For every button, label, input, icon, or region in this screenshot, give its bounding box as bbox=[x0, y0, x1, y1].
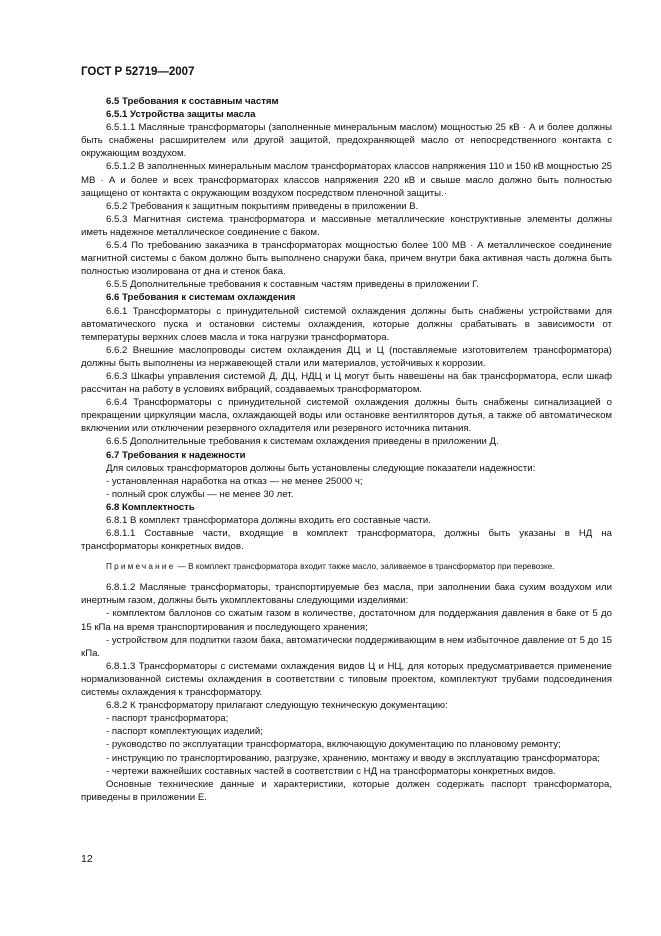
paragraph: 6.5.4 По требованию заказчика в трансформаторах мощностью более 100 МВ · А металлическое соединение магнитной системы с баком должно быть выполнено снаружи бака, причем внутри бака активная часть должна быть полностью изолирована от дна и стенок бака. bbox=[81, 240, 612, 278]
paragraph: 6.8.1.2 Масляные трансформаторы, транспортируемые без масла, при заполнении бака сухим воздухом или инертным газом, должны быть укомплектованы следующими изделиями: bbox=[81, 582, 612, 607]
paragraph: - инструкцию по транспортированию, разгрузке, хранению, монтажу и вводу в эксплуатацию трансформатора; bbox=[106, 752, 600, 764]
paragraph: Основные технические данные и характеристики, которые должен содержать паспорт трансформатора, приведены в приложении Е. bbox=[81, 778, 612, 803]
paragraph: 6.5.5 Дополнительные требования к составным частям приведены в приложении Г. bbox=[106, 279, 479, 291]
paragraph: - устройством для подпитки газом бака, автоматически поддерживающим в нем избыточное давление от 5 до 15 кПа. bbox=[81, 634, 612, 659]
note-label: Примечание bbox=[106, 562, 176, 572]
paragraph: 6.6.4 Трансформаторы с принудительной системой охлаждения должны быть снабжены сигнализацией о прекращении циркуляции масла, охлаждающей воды или остановке вентиляторов дутья, а также об автоматическом включении или отключении резервного охладителя или резервного источника питания. bbox=[81, 397, 612, 435]
paragraph: 6.8.1.3 Трансформаторы с системами охлаждения видов Ц и НЦ, для которых предусматривается применение нормализованной системы охлаждения в соответствии с типовым проектом, комплектуют трубами подсоединения системы охлаждения к трансформатору. bbox=[81, 660, 612, 699]
paragraph: 6.6.3 Шкафы управления системой Д, ДЦ, НДЦ и Ц могут быть навешены на бак трансформатора, если шкаф рассчитан на работу в условиях вибраций, создаваемых трансформатором. bbox=[81, 370, 612, 396]
paragraph: 6.8.1.1 Составные части, входящие в комплект трансформатора, должны быть указаны в НД на трансформаторы конкретных видов. bbox=[81, 528, 612, 553]
note-text: — В комплект трансформатора входит также масло, заливаемое в трансформатор при перевозке. bbox=[175, 562, 555, 572]
paragraph: - установленная наработка на отказ — не менее 25000 ч; bbox=[106, 475, 363, 487]
note bbox=[81, 561, 612, 573]
section-heading: 6.5.1 Устройства защиты масла bbox=[106, 109, 256, 121]
paragraph: 6.5.1.2 В заполненных минеральным маслом трансформаторах классов напряжения 110 и 150 кВ мощностью 25 МВ · А и более и всех трансформаторах классов напряжения 220 кВ и свыше масло должно быть полностью защищено от контакта с окружающим воздухом посредством пленочной защиты.· bbox=[81, 161, 612, 199]
paragraph: - чертежи важнейших составных частей в соответствии с НД на трансформаторы конкретных видов. bbox=[106, 765, 556, 777]
document-body bbox=[81, 95, 612, 804]
paragraph: - полный срок службы — не менее 30 лет. bbox=[106, 488, 294, 500]
paragraph: 6.5.2 Требования к защитным покрытиям приведены в приложении В. bbox=[106, 200, 419, 212]
paragraph: - руководство по эксплуатации трансформатора, включающую документацию по плановому ремонту; bbox=[106, 739, 561, 751]
page-number: 12 bbox=[81, 853, 93, 865]
paragraph: 6.6.2 Внешние маслопроводы систем охлаждения ДЦ и Ц (поставляемые изготовителем трансформатора) должны быть выполнены из нержавеющей стали или материалов, устойчивых к коррозии. bbox=[81, 344, 612, 369]
section-heading: 6.6 Требования к системам охлаждения bbox=[106, 292, 296, 304]
paragraph: Для силовых трансформаторов должны быть установлены следующие показатели надежности: bbox=[106, 462, 536, 474]
paragraph: 6.6.1 Трансформаторы с принудительной системой охлаждения должны быть снабжены устройствами для автоматического пуска и остановки системы охлаждения, которые должны срабатывать в зависимости от температуры верхних слоев масла и тока нагрузки трансформатора. bbox=[81, 305, 612, 343]
paragraph: 6.5.1.1 Масляные трансформаторы (заполненные минеральным маслом) мощностью 25 кВ · А и более должны быть снабжены расширителем или другой защитой, предохраняющей масло от непосредственного контакта с окружающим воздухом. bbox=[81, 122, 612, 160]
paragraph: 6.8.2 К трансформатору прилагают следующую техническую документацию: bbox=[106, 700, 448, 712]
section-heading: 6.7 Требования к надежности bbox=[106, 449, 246, 461]
section-heading: 6.5 Требования к составным частям bbox=[106, 96, 279, 107]
document-header: ГОСТ Р 52719—2007 bbox=[81, 66, 195, 78]
paragraph: 6.5.3 Магнитная система трансформатора и массивные металлические конструктивные элементы должны иметь надежное металлическое соединение с баком. bbox=[81, 213, 612, 238]
paragraph: - комплектом баллонов со сжатым газом в количестве, достаточном для поддержания давления в баке от 5 до 15 кПа на время транспортирования и последующего хранения; bbox=[81, 608, 612, 633]
paragraph: 6.6.5 Дополнительные требования к системам охлаждения приведены в приложении Д. bbox=[106, 436, 499, 448]
paragraph: - паспорт комплектующих изделий; bbox=[106, 726, 263, 738]
paragraph: 6.8.1 В комплект трансформатора должны входить его составные части. bbox=[106, 515, 431, 526]
section-heading: 6.8 Комплектность bbox=[106, 501, 195, 513]
paragraph: - паспорт трансформатора; bbox=[106, 713, 229, 725]
